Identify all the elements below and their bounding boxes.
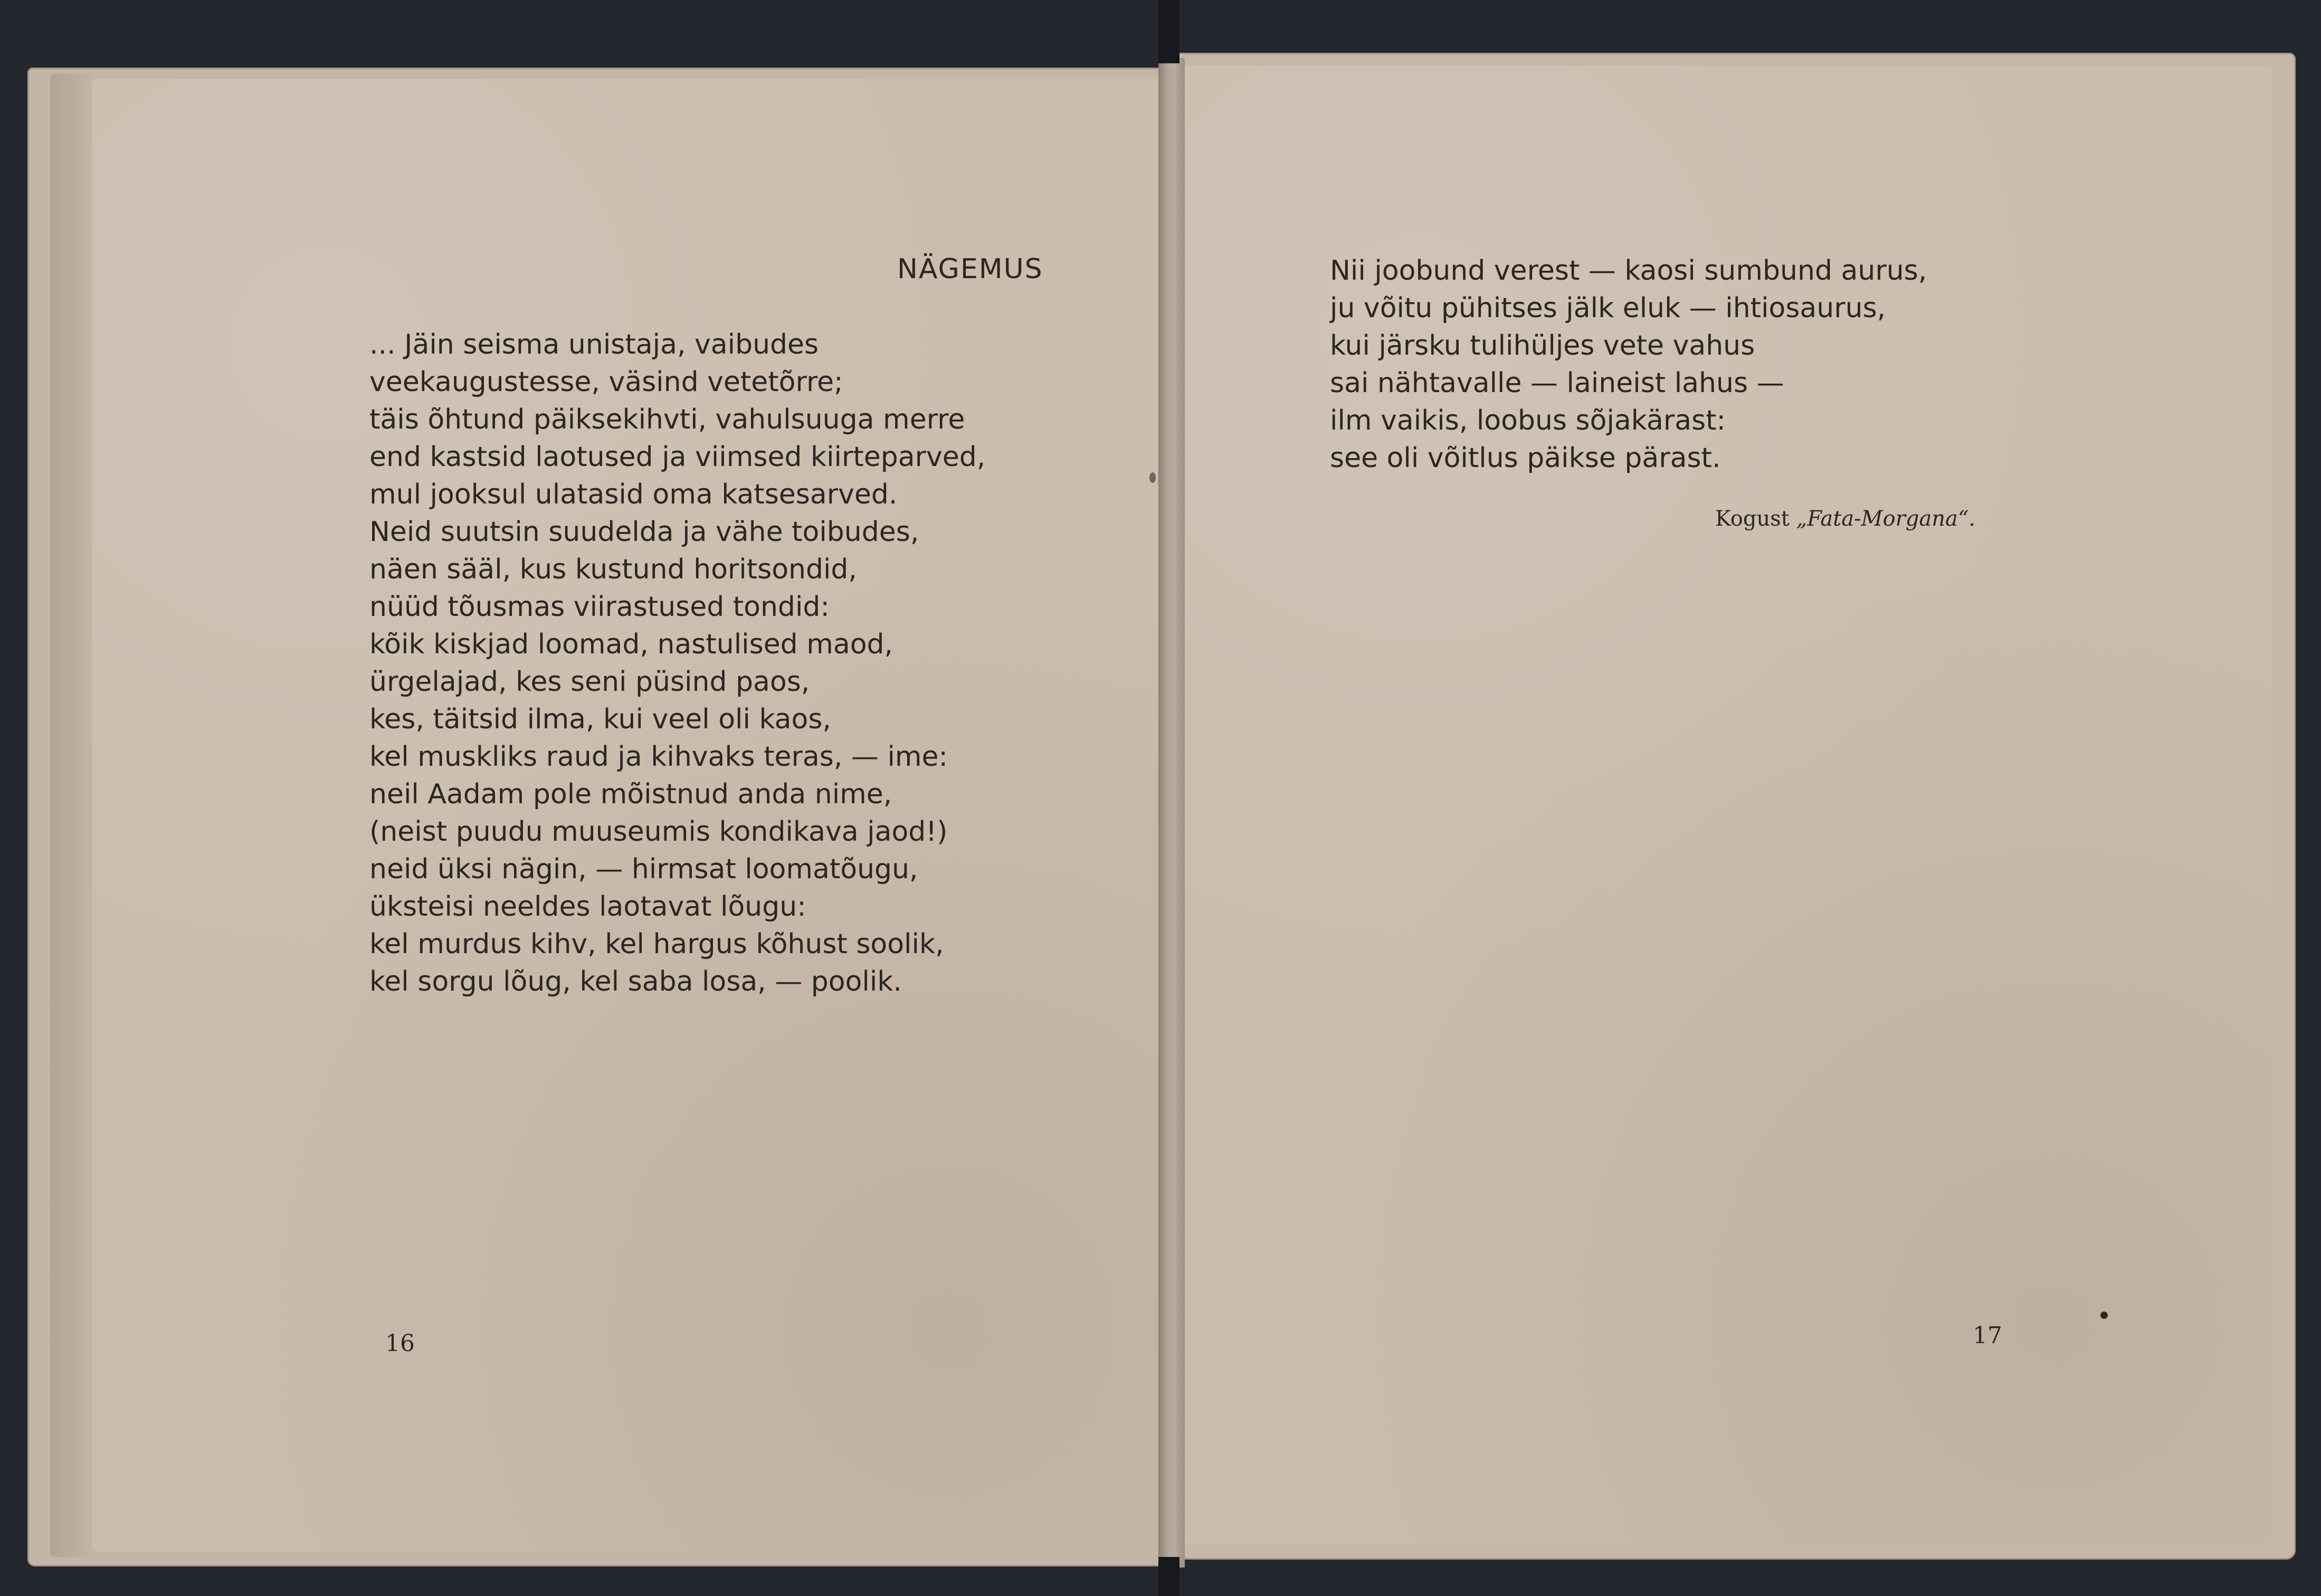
- verse-line: neid üksi nägin, — hirmsat loomatõugu,: [369, 853, 918, 885]
- verse-line: veekaugustesse, väsind vetetõrre;: [369, 366, 843, 398]
- source-prefix: Kogust: [1715, 507, 1796, 531]
- page-number-right: 17: [1973, 1322, 2002, 1349]
- left-verse: [369, 326, 985, 1001]
- spine-top: [1158, 0, 1179, 63]
- verse-line: kõik kiskjad loomad, nastulised maod,: [369, 629, 893, 660]
- right-verse: [1330, 252, 1927, 477]
- verse-line: täis õhtund päiksekihvti, vahulsuuga merre: [369, 404, 965, 435]
- verse-line: sai nähtavalle — laineist lahus —: [1330, 367, 1784, 399]
- verse-line: näen sääl, kus kustund horitsondid,: [369, 554, 857, 585]
- verse-line: ürgelajad, kes seni püsind paos,: [369, 666, 810, 698]
- verse-line: ... Jäin seisma unistaja, vaibudes: [369, 329, 819, 360]
- verse-line: kel murdus kihv, kel hargus kõhust soolik,: [369, 928, 944, 960]
- poem-title: NÄGEMUS: [897, 253, 1043, 285]
- book-gutter: [1158, 58, 1185, 1568]
- verse-line: kel sorgu lõug, kel saba losa, — poolik.: [369, 966, 902, 998]
- verse-line: kes, täitsid ilma, kui veel oli kaos,: [369, 704, 831, 735]
- verse-line: neil Aadam pole mõistnud anda nime,: [369, 778, 892, 810]
- spine-bottom: [1158, 1557, 1179, 1596]
- verse-line: ilm vaikis, loobus sõjakärast:: [1330, 405, 1726, 436]
- verse-line: kui järsku tulihüljes vete vahus: [1330, 330, 1755, 362]
- verse-line: ju võitu pühitses jälk eluk — ihtiosaurus,: [1330, 292, 1886, 324]
- ink-speck: [1149, 472, 1156, 483]
- verse-line: (neist puudu muuseumis kondikava jaod!): [369, 816, 948, 848]
- ink-speck: [2100, 1312, 2108, 1319]
- verse-line: Neid suutsin suudelda ja vähe toibudes,: [369, 516, 919, 548]
- source-title: „Fata-Morgana“.: [1796, 507, 1976, 531]
- verse-line: üksteisi neeldes laotavat lõugu:: [369, 891, 806, 923]
- page-number-left: 16: [385, 1330, 415, 1357]
- verse-line: nüüd tõusmas viirastused tondid:: [369, 591, 830, 623]
- verse-line: mul jooksul ulatasid oma katsesarved.: [369, 479, 898, 510]
- verse-line: kel muskliks raud ja kihvaks teras, — ime:: [369, 741, 948, 773]
- verse-line: see oli võitlus päikse pärast.: [1330, 442, 1721, 474]
- left-page-stack: [50, 74, 98, 1557]
- verse-line: end kastsid laotused ja viimsed kiirteparved,: [369, 441, 986, 473]
- source-note: [1715, 507, 1975, 531]
- verse-line: Nii joobund verest — kaosi sumbund aurus,: [1330, 255, 1927, 287]
